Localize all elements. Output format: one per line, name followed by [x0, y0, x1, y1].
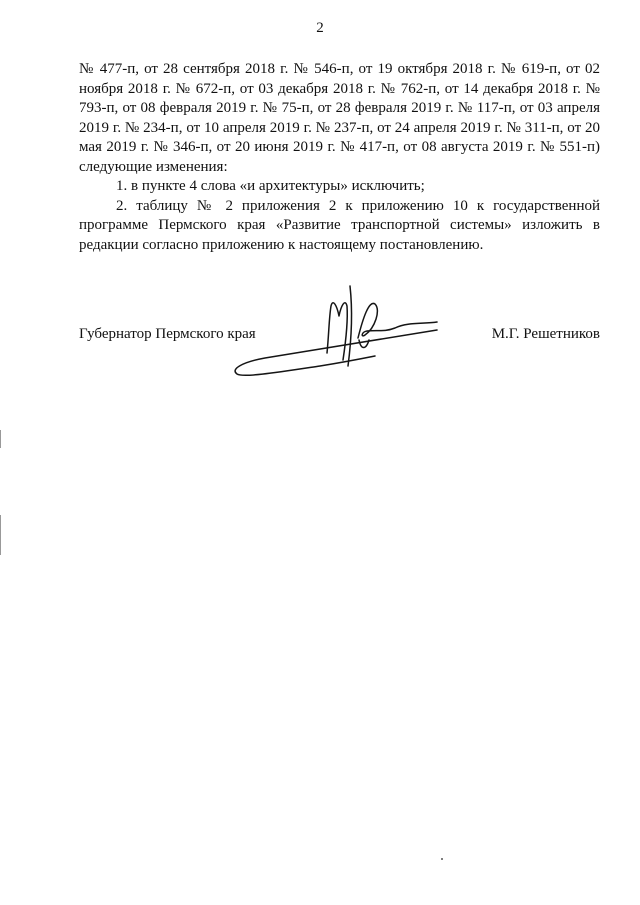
paragraph-amendment-list: № 477-п, от 28 сентября 2018 г. № 546-п, от 19 октября 2018 г. № 619-п, от 02 ноября 2018 г. № 672-п, от 03 декабря 2018 г. № 762-п, от 14 декабря 2018 г. № 793-п, от 08 февраля 2019 г. № 75-п, от 28 февраля 2019 г. № 117-п, от 03 апреля 2019 г. № 234-п, от 10 апреля 2019 г. № 237-п, от 24 апреля 2019 г. № 311-п, от 20 мая 2019 г. № 346-п, от 20 июня 2019 г. № 417-п, от 08 августа 2019 г. № 551-п) следующие изменения:	[79, 61, 600, 175]
signer-name: М.Г. Решетников	[491, 326, 600, 342]
scan-edge-mark	[0, 515, 1, 555]
list-item-1: 1. в пункте 4 слова «и архитектуры» исключить;	[116, 178, 425, 194]
scan-edge-mark	[0, 430, 1, 448]
document-body	[79, 60, 600, 255]
scan-speck	[441, 858, 443, 860]
handwritten-signature	[225, 268, 455, 383]
page-number: 2	[316, 20, 324, 36]
list-item-2: 2. таблицу № 2 приложения 2 к приложению 10 к государственной программе Пермского края «Развитие транспортной системы» изложить в редакции согласно приложению к настоящему постановлению.	[79, 197, 600, 253]
signer-title: Губернатор Пермского края	[79, 326, 256, 342]
